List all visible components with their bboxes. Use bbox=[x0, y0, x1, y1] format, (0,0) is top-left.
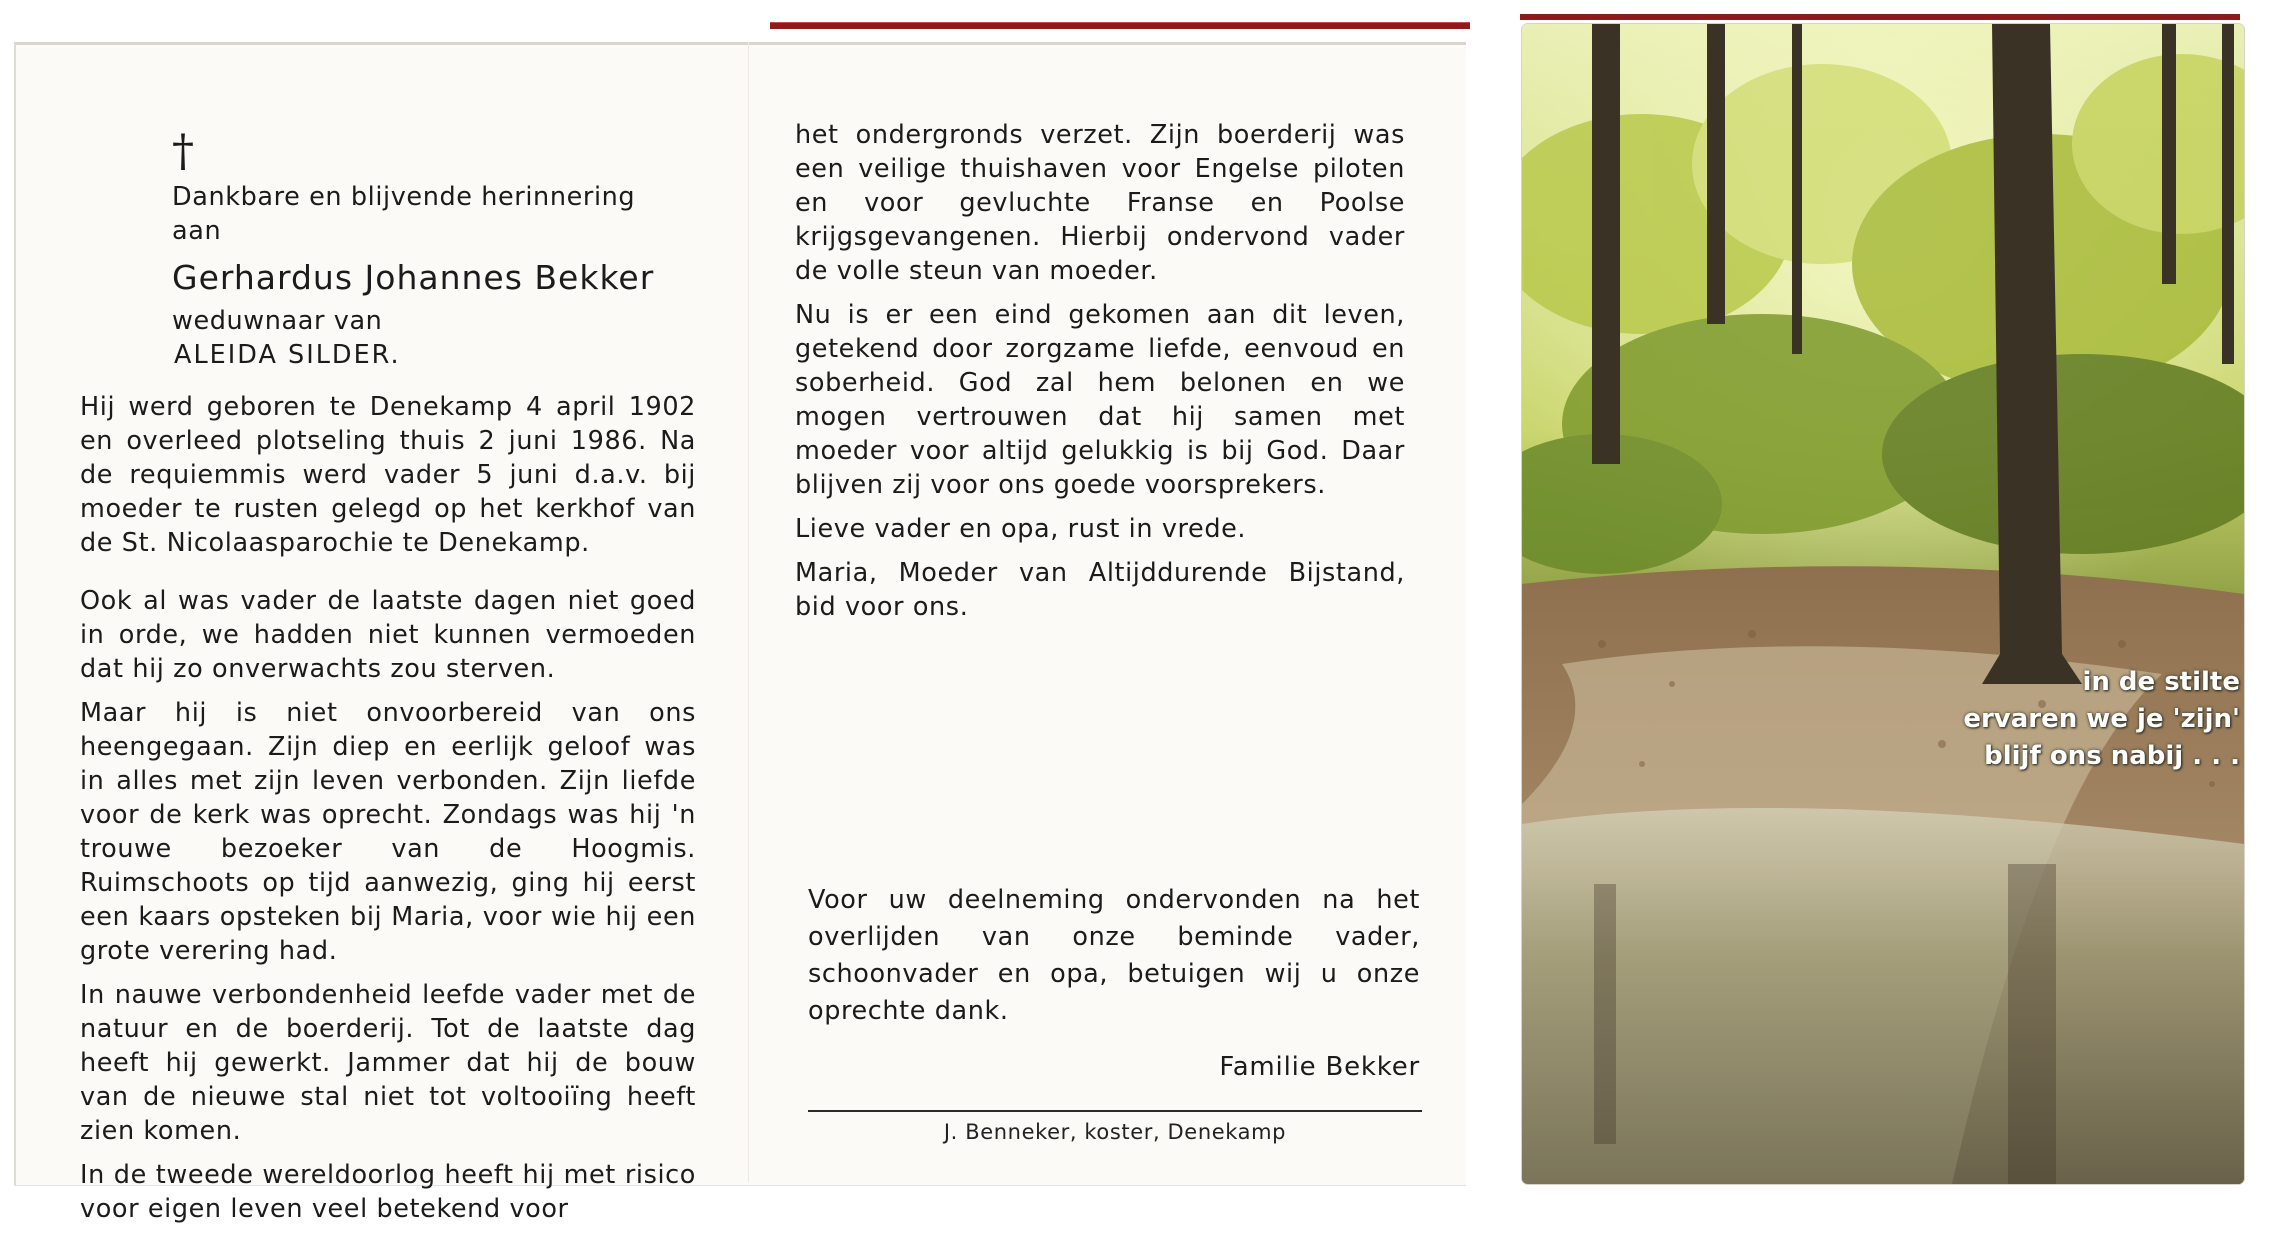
card-red-edge bbox=[770, 22, 1470, 29]
verse-text bbox=[1880, 664, 2240, 775]
paragraph-farm: In nauwe verbondenheid leefde vader met de natuur en de boerderij. Tot de laatste dag heeft hij gewerkt. Jammer dat hij de bouw van de nieuwe stal niet tot voltooiïng heeft zien komen. bbox=[80, 980, 696, 1146]
cross-icon: † bbox=[172, 126, 195, 177]
printer-credit: J. Benneker, koster, Denekamp bbox=[943, 1120, 1287, 1144]
dedication-block bbox=[172, 180, 696, 372]
forest-photo-illustration bbox=[1522, 24, 2244, 1184]
paragraph-prayer: Maria, Moeder van Altijddurende Bijstand, bid voor ons. bbox=[795, 558, 1405, 622]
paragraph-last-days: Ook al was vader de laatste dagen niet goed in orde, we hadden niet kunnen vermoeden dat hij zo onverwachts zou sterven. bbox=[80, 586, 696, 684]
paragraph-birth-death: Hij werd geboren te Denekamp 4 april 1902 en overleed plotseling thuis 2 juni 1986. Na de requiemmis werd vader 5 juni d.a.v. bij moeder te rusten gelegd op het kerkhof van de St. Nicolaasparochie te Denekamp. bbox=[80, 392, 696, 558]
right-page bbox=[795, 118, 1405, 634]
left-page bbox=[80, 126, 696, 1236]
photo-card-red-edge bbox=[1520, 14, 2240, 20]
verse-line-2: ervaren we je 'zijn' bbox=[1963, 704, 2240, 734]
forest-photo bbox=[1522, 24, 2244, 1184]
paragraph-end-of-life: Nu is er een eind gekomen aan dit leven, getekend door zorgzame liefde, eenvoud en soberheid. God zal hem belonen en we mogen vertrouwen dat hij samen met moeder voor altijd gelukkig is bij God. Daar blijven zij voor ons goede voorsprekers. bbox=[795, 300, 1405, 500]
paragraph-faith: Maar hij is niet onvoorbereid van ons heengegaan. Zijn diep en eerlijk geloof was in alles met zijn leven verbonden. Zijn liefde voor de kerk was oprecht. Zondags was hij 'n trouwe bezoeker van de Hoogmis. Ruimschoots op tijd aanwezig, ging hij eerst een kaars opsteken bij Maria, voor wie hij een grote verering had. bbox=[80, 698, 696, 966]
verse-line-1: in de stilte bbox=[2082, 667, 2240, 697]
spouse-name: ALEIDA SILDER. bbox=[174, 340, 401, 370]
deceased-name: Gerhardus Johannes Bekker bbox=[172, 258, 655, 297]
footer-rule bbox=[808, 1110, 1422, 1112]
dedication-line-1: Dankbare en blijvende herinnering bbox=[172, 182, 636, 212]
card-fold-line bbox=[748, 42, 749, 1182]
family-signature: Familie Bekker bbox=[1219, 1052, 1420, 1082]
dedication-line-2: aan bbox=[172, 216, 222, 246]
thanks-text: Voor uw deelneming ondervonden na het overlijden van onze beminde vader, schoonvader en opa, betuigen wij u onze oprechte dank. bbox=[808, 885, 1420, 1026]
paragraph-war: In de tweede wereldoorlog heeft hij met risico voor eigen leven veel betekend voor bbox=[80, 1160, 696, 1224]
verse-line-3: blijf ons nabij . . . bbox=[1984, 741, 2240, 771]
paragraph-resistance: het ondergronds verzet. Zijn boerderij was een veilige thuishaven voor Engelse piloten en voor gevluchte Franse en Poolse krijgsgevangenen. Hierbij ondervond vader de volle steun van moeder. bbox=[795, 120, 1405, 286]
paragraph-farewell: Lieve vader en opa, rust in vrede. bbox=[795, 514, 1247, 544]
widower-of-label: weduwnaar van bbox=[172, 306, 383, 336]
